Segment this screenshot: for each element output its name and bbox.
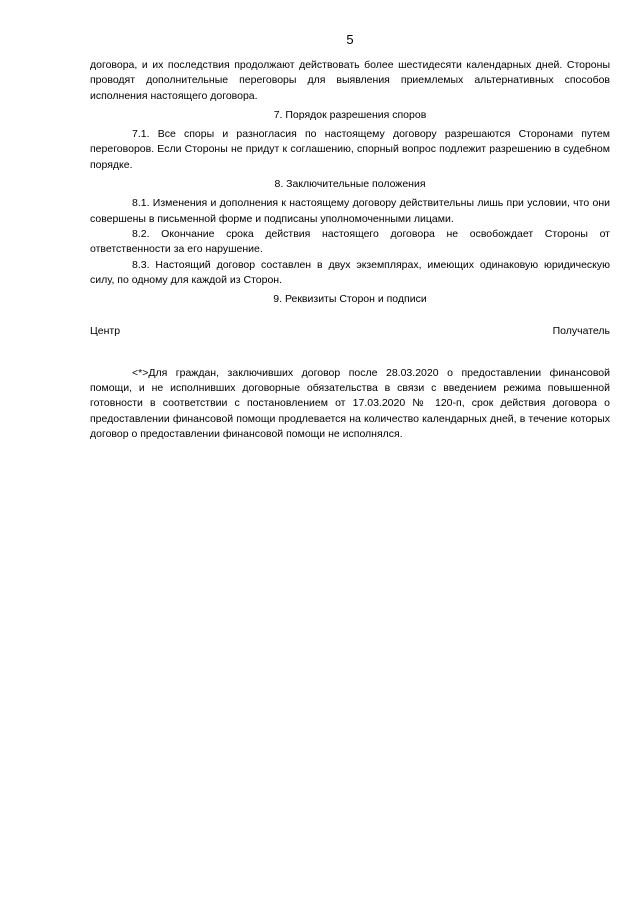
section-9-title: 9. Реквизиты Сторон и подписи bbox=[273, 293, 427, 306]
footnote: <*>Для граждан, заключивших договор после 28.03.2020 о предоставлении финансовой помощи, и не исполнивших договорные обязательства в связи с введением режима повышенной готовности в соответствии с постановлением от 17.03.2020 № 120-п, срок действия договора о предоставлении финансовой помощи продлевается на количество календарных дней, в течение которых договор о предоставлении финансовой помощи не исполнялся. bbox=[90, 366, 610, 440]
clause-8-3: 8.3. Настоящий договор составлен в двух экземплярах, имеющих одинаковую юридическую силу, по одному для каждой из Сторон. bbox=[90, 258, 610, 286]
clause-8-2: 8.2. Окончание срока действия настоящего договора не освобождает Стороны от ответственности за его нарушение. bbox=[90, 227, 610, 256]
clause-8-1: 8.1. Изменения и дополнения к настоящему договору действительны лишь при условии, что они совершены в письменной форме и подписаны уполномоченными лицами. bbox=[90, 197, 610, 225]
section-7-title: 7. Порядок разрешения споров bbox=[273, 108, 427, 121]
section-8-title: 8. Заключительные положения bbox=[274, 178, 426, 191]
page-number: 5 bbox=[346, 32, 354, 47]
document-body bbox=[90, 58, 610, 442]
continuation-paragraph: договора, и их последствия продолжают действовать более шестидесяти календарных дней. Стороны проводят дополнительные переговоры для выявления приемлемых альтернативных способов исполнения настоящего договора. bbox=[90, 59, 610, 102]
signature-parties bbox=[90, 324, 610, 339]
clause-7-1: 7.1. Все споры и разногласия по настоящему договору разрешаются Сторонами путем переговоров. Если Стороны не придут к соглашению, спорный вопрос подлежит разрешению в судебном порядке. bbox=[90, 128, 610, 171]
party-center: Центр bbox=[90, 325, 121, 338]
party-recipient: Получатель bbox=[552, 325, 610, 338]
